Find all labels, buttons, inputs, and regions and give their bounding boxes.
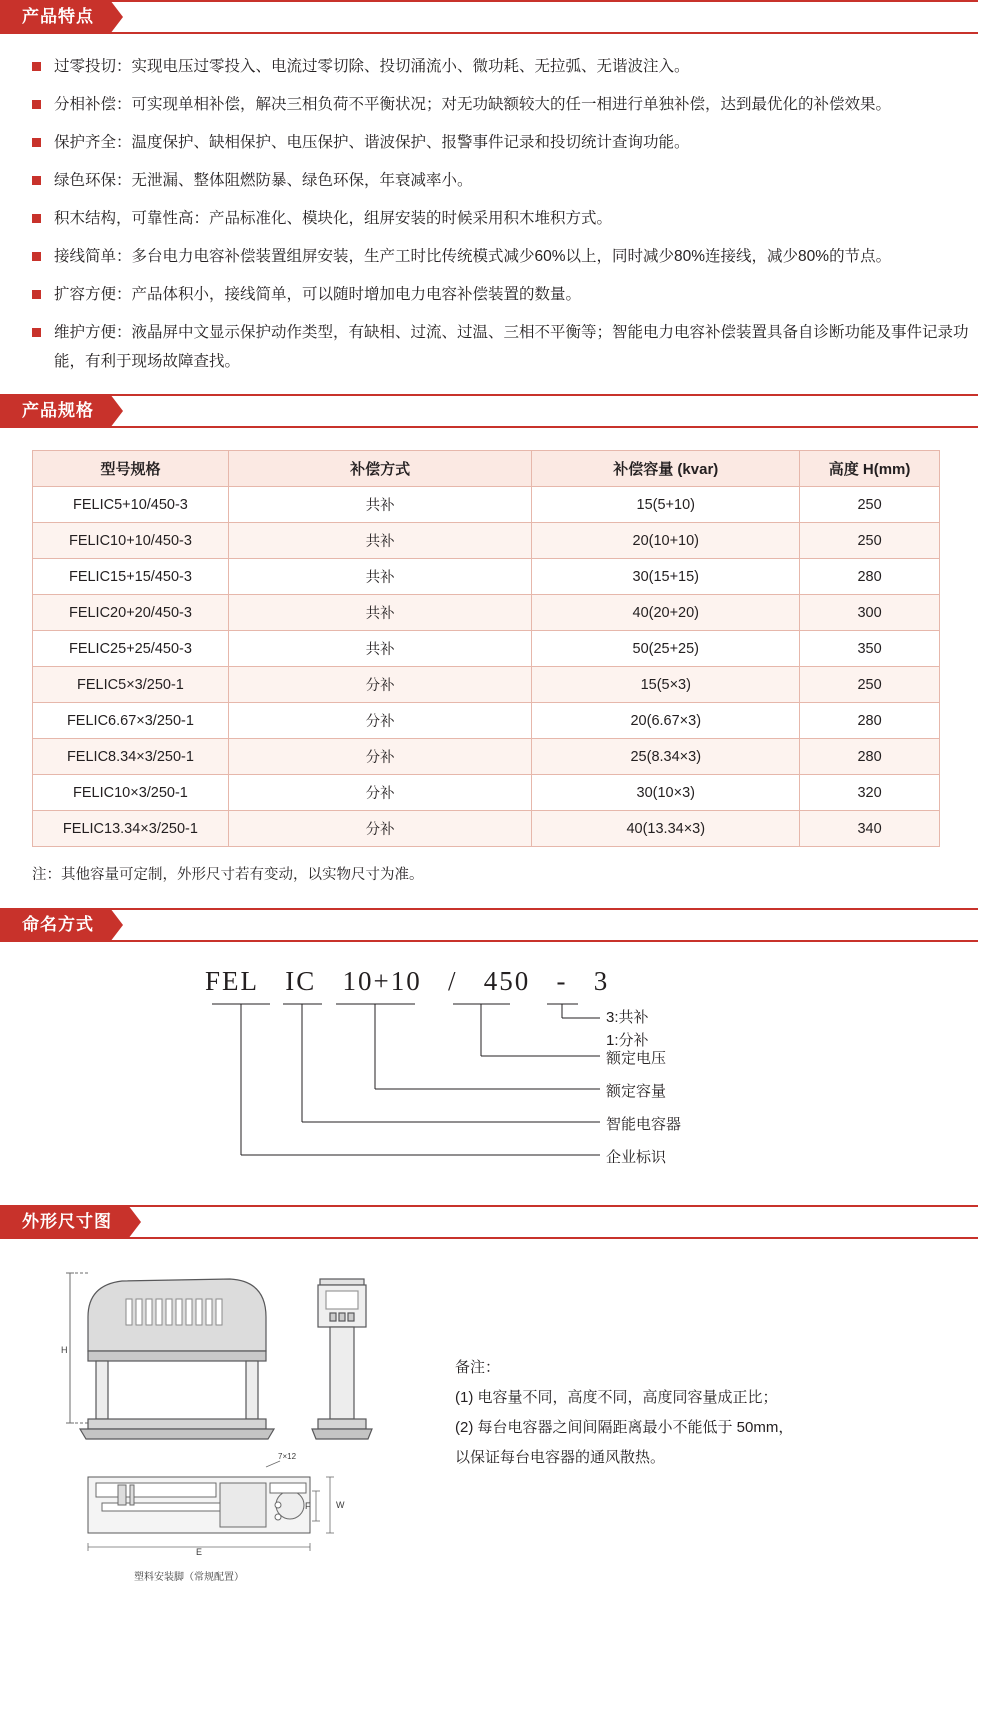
feature-text: 过零投切：实现电压过零投入、电流过零切除、投切涌流小、微功耗、无拉弧、无谐波注入。 [54, 58, 690, 75]
list-item [32, 52, 970, 81]
section-title-naming: 命名方式 [0, 908, 110, 942]
cell-mode: 分补 [228, 703, 532, 739]
cell-model: FELIC6.67×3/250-1 [33, 703, 229, 739]
cell-model: FELIC15+15/450-3 [33, 559, 229, 595]
naming-label-voltage: 额定电压 [606, 1050, 667, 1067]
cell-capacity: 30(10×3) [532, 775, 800, 811]
table-row [33, 739, 940, 775]
section-header-outline [0, 1205, 1000, 1239]
spec-table [32, 450, 940, 847]
cell-capacity: 25(8.34×3) [532, 739, 800, 775]
cell-mode: 分补 [228, 775, 532, 811]
naming-label-capacity: 额定容量 [606, 1083, 667, 1100]
dimension-label-e: E [196, 1547, 203, 1557]
section-header-bar [0, 908, 978, 942]
cell-capacity: 40(20+20) [532, 595, 800, 631]
table-row [33, 559, 940, 595]
cell-mode: 共补 [228, 595, 532, 631]
table-row [33, 487, 940, 523]
bullet-square-icon [32, 214, 41, 223]
table-head [33, 451, 940, 487]
code-part-capacity: 10+10 [342, 966, 422, 996]
cell-height: 280 [800, 559, 940, 595]
outline-remark [455, 1353, 875, 1473]
cell-height: 250 [800, 487, 940, 523]
code-part-brand: FEL [205, 966, 260, 996]
section-title-features: 产品特点 [0, 0, 110, 34]
cell-model: FELIC5+10/450-3 [33, 487, 229, 523]
feature-text: 积木结构，可靠性高：产品标准化、模块化，组屏安装的时候采用积木堆积方式。 [54, 210, 613, 227]
cell-mode: 分补 [228, 811, 532, 847]
remark-line: 以保证每台电容器的通风散热。 [455, 1449, 666, 1466]
table-body [33, 487, 940, 847]
cell-model: FELIC5×3/250-1 [33, 667, 229, 703]
cell-model: FELIC13.34×3/250-1 [33, 811, 229, 847]
list-item [32, 318, 970, 376]
cell-mode: 分补 [228, 667, 532, 703]
code-part-dash: - [556, 966, 568, 996]
cell-model: FELIC10+10/450-3 [33, 523, 229, 559]
feature-text: 绿色环保：无泄漏、整体阻燃防暴、绿色环保，年衰减率小。 [54, 172, 473, 189]
bullet-square-icon [32, 290, 41, 299]
list-item [32, 128, 970, 157]
cell-mode: 共补 [228, 523, 532, 559]
cell-mode: 共补 [228, 487, 532, 523]
section-header-bar [0, 394, 978, 428]
naming-label-fenbu: 1:分补 [606, 1032, 649, 1049]
table-row [33, 667, 940, 703]
cell-height: 320 [800, 775, 940, 811]
code-part-series: IC [285, 966, 317, 996]
cell-capacity: 20(6.67×3) [532, 703, 800, 739]
remark-title: 备注： [455, 1359, 501, 1376]
bullet-square-icon [32, 62, 41, 71]
feature-text: 扩容方便：产品体积小，接线简单，可以随时增加电力电容补偿装置的数量。 [54, 286, 582, 303]
cell-model: FELIC8.34×3/250-1 [33, 739, 229, 775]
naming-label-gongbu: 3:共补 [606, 1009, 649, 1026]
spec-table-note: 注：其他容量可定制，外形尺寸若有变动，以实物尺寸为准。 [32, 867, 424, 883]
cell-height: 280 [800, 739, 940, 775]
cell-model: FELIC20+20/450-3 [33, 595, 229, 631]
cell-mode: 共补 [228, 631, 532, 667]
cell-capacity: 20(10+10) [532, 523, 800, 559]
naming-label-brand: 企业标识 [606, 1149, 667, 1166]
list-item [32, 166, 970, 195]
spec-table-wrapper [32, 450, 970, 847]
table-row [33, 811, 940, 847]
table-row [33, 595, 940, 631]
column-header: 型号规格 [33, 451, 229, 487]
feature-text: 分相补偿：可实现单相补偿，解决三相负荷不平衡状况；对无功缺额较大的任一相进行单独补偿，达到最优化的补偿效果。 [54, 96, 892, 113]
naming-label-device: 智能电容器 [606, 1116, 682, 1133]
table-header-row [33, 451, 940, 487]
feature-text: 维护方便：液晶屏中文显示保护动作类型，有缺相、过流、过温、三相不平衡等；智能电力电容补偿装置具备自诊断功能及事件记录功能，有利于现场故障查找。 [54, 324, 969, 370]
code-part-type: 3 [593, 966, 610, 996]
cell-capacity: 15(5+10) [532, 487, 800, 523]
cell-height: 340 [800, 811, 940, 847]
remark-line: (2) 每台电容器之间间隔距离最小不能低于 50mm， [455, 1419, 794, 1436]
section-header-bar [0, 0, 978, 34]
dimension-label-f: F [305, 1501, 311, 1511]
cell-height: 300 [800, 595, 940, 631]
foot-caption: 塑料安装脚（常规配置） [134, 1572, 244, 1583]
list-item [32, 90, 970, 119]
code-part-slash: / [448, 966, 458, 996]
list-item [32, 204, 970, 233]
capacitor-outline-drawing [30, 1255, 450, 1600]
cell-mode: 共补 [228, 559, 532, 595]
cell-capacity: 30(15+15) [532, 559, 800, 595]
code-part-voltage: 450 [483, 966, 531, 996]
list-item [32, 242, 970, 271]
cell-height: 250 [800, 667, 940, 703]
section-title-outline: 外形尺寸图 [0, 1205, 128, 1239]
cell-capacity: 40(13.34×3) [532, 811, 800, 847]
column-header: 补偿容量 (kvar) [532, 451, 800, 487]
feature-text: 保护齐全：温度保护、缺相保护、电压保护、谐波保护、报警事件记录和投切统计查询功能。 [54, 134, 690, 151]
remark-line: (1) 电容量不同，高度不同，高度同容量成正比； [455, 1389, 778, 1406]
section-title-spec: 产品规格 [0, 394, 110, 428]
list-item [32, 280, 970, 309]
cell-height: 250 [800, 523, 940, 559]
section-header-bar [0, 1205, 978, 1239]
table-row [33, 775, 940, 811]
cell-mode: 分补 [228, 739, 532, 775]
bullet-square-icon [32, 252, 41, 261]
column-header: 补偿方式 [228, 451, 532, 487]
cell-model: FELIC25+25/450-3 [33, 631, 229, 667]
features-list [32, 52, 970, 376]
outline-drawing-area [0, 1255, 1000, 1615]
table-row [33, 631, 940, 667]
cell-height: 280 [800, 703, 940, 739]
feature-text: 接线简单：多台电力电容补偿装置组屏安装，生产工时比传统模式减少60%以上，同时减少80%连接线，减少80%的节点。 [54, 248, 892, 265]
table-row [33, 703, 940, 739]
naming-leader-lines [0, 956, 1000, 1201]
cell-capacity: 50(25+25) [532, 631, 800, 667]
naming-diagram [0, 956, 1000, 1201]
bullet-square-icon [32, 176, 41, 185]
table-row [33, 523, 940, 559]
section-header-spec [0, 394, 1000, 428]
bullet-square-icon [32, 328, 41, 337]
dimension-label-h: H [61, 1345, 68, 1355]
dimension-label-w: W [336, 1500, 345, 1510]
cell-height: 350 [800, 631, 940, 667]
dimension-label-hole: 7×12 [278, 1452, 297, 1461]
cell-model: FELIC10×3/250-1 [33, 775, 229, 811]
bullet-square-icon [32, 100, 41, 109]
section-header-naming [0, 908, 1000, 942]
column-header: 高度 H(mm) [800, 451, 940, 487]
cell-capacity: 15(5×3) [532, 667, 800, 703]
section-header-features [0, 0, 1000, 34]
bullet-square-icon [32, 138, 41, 147]
